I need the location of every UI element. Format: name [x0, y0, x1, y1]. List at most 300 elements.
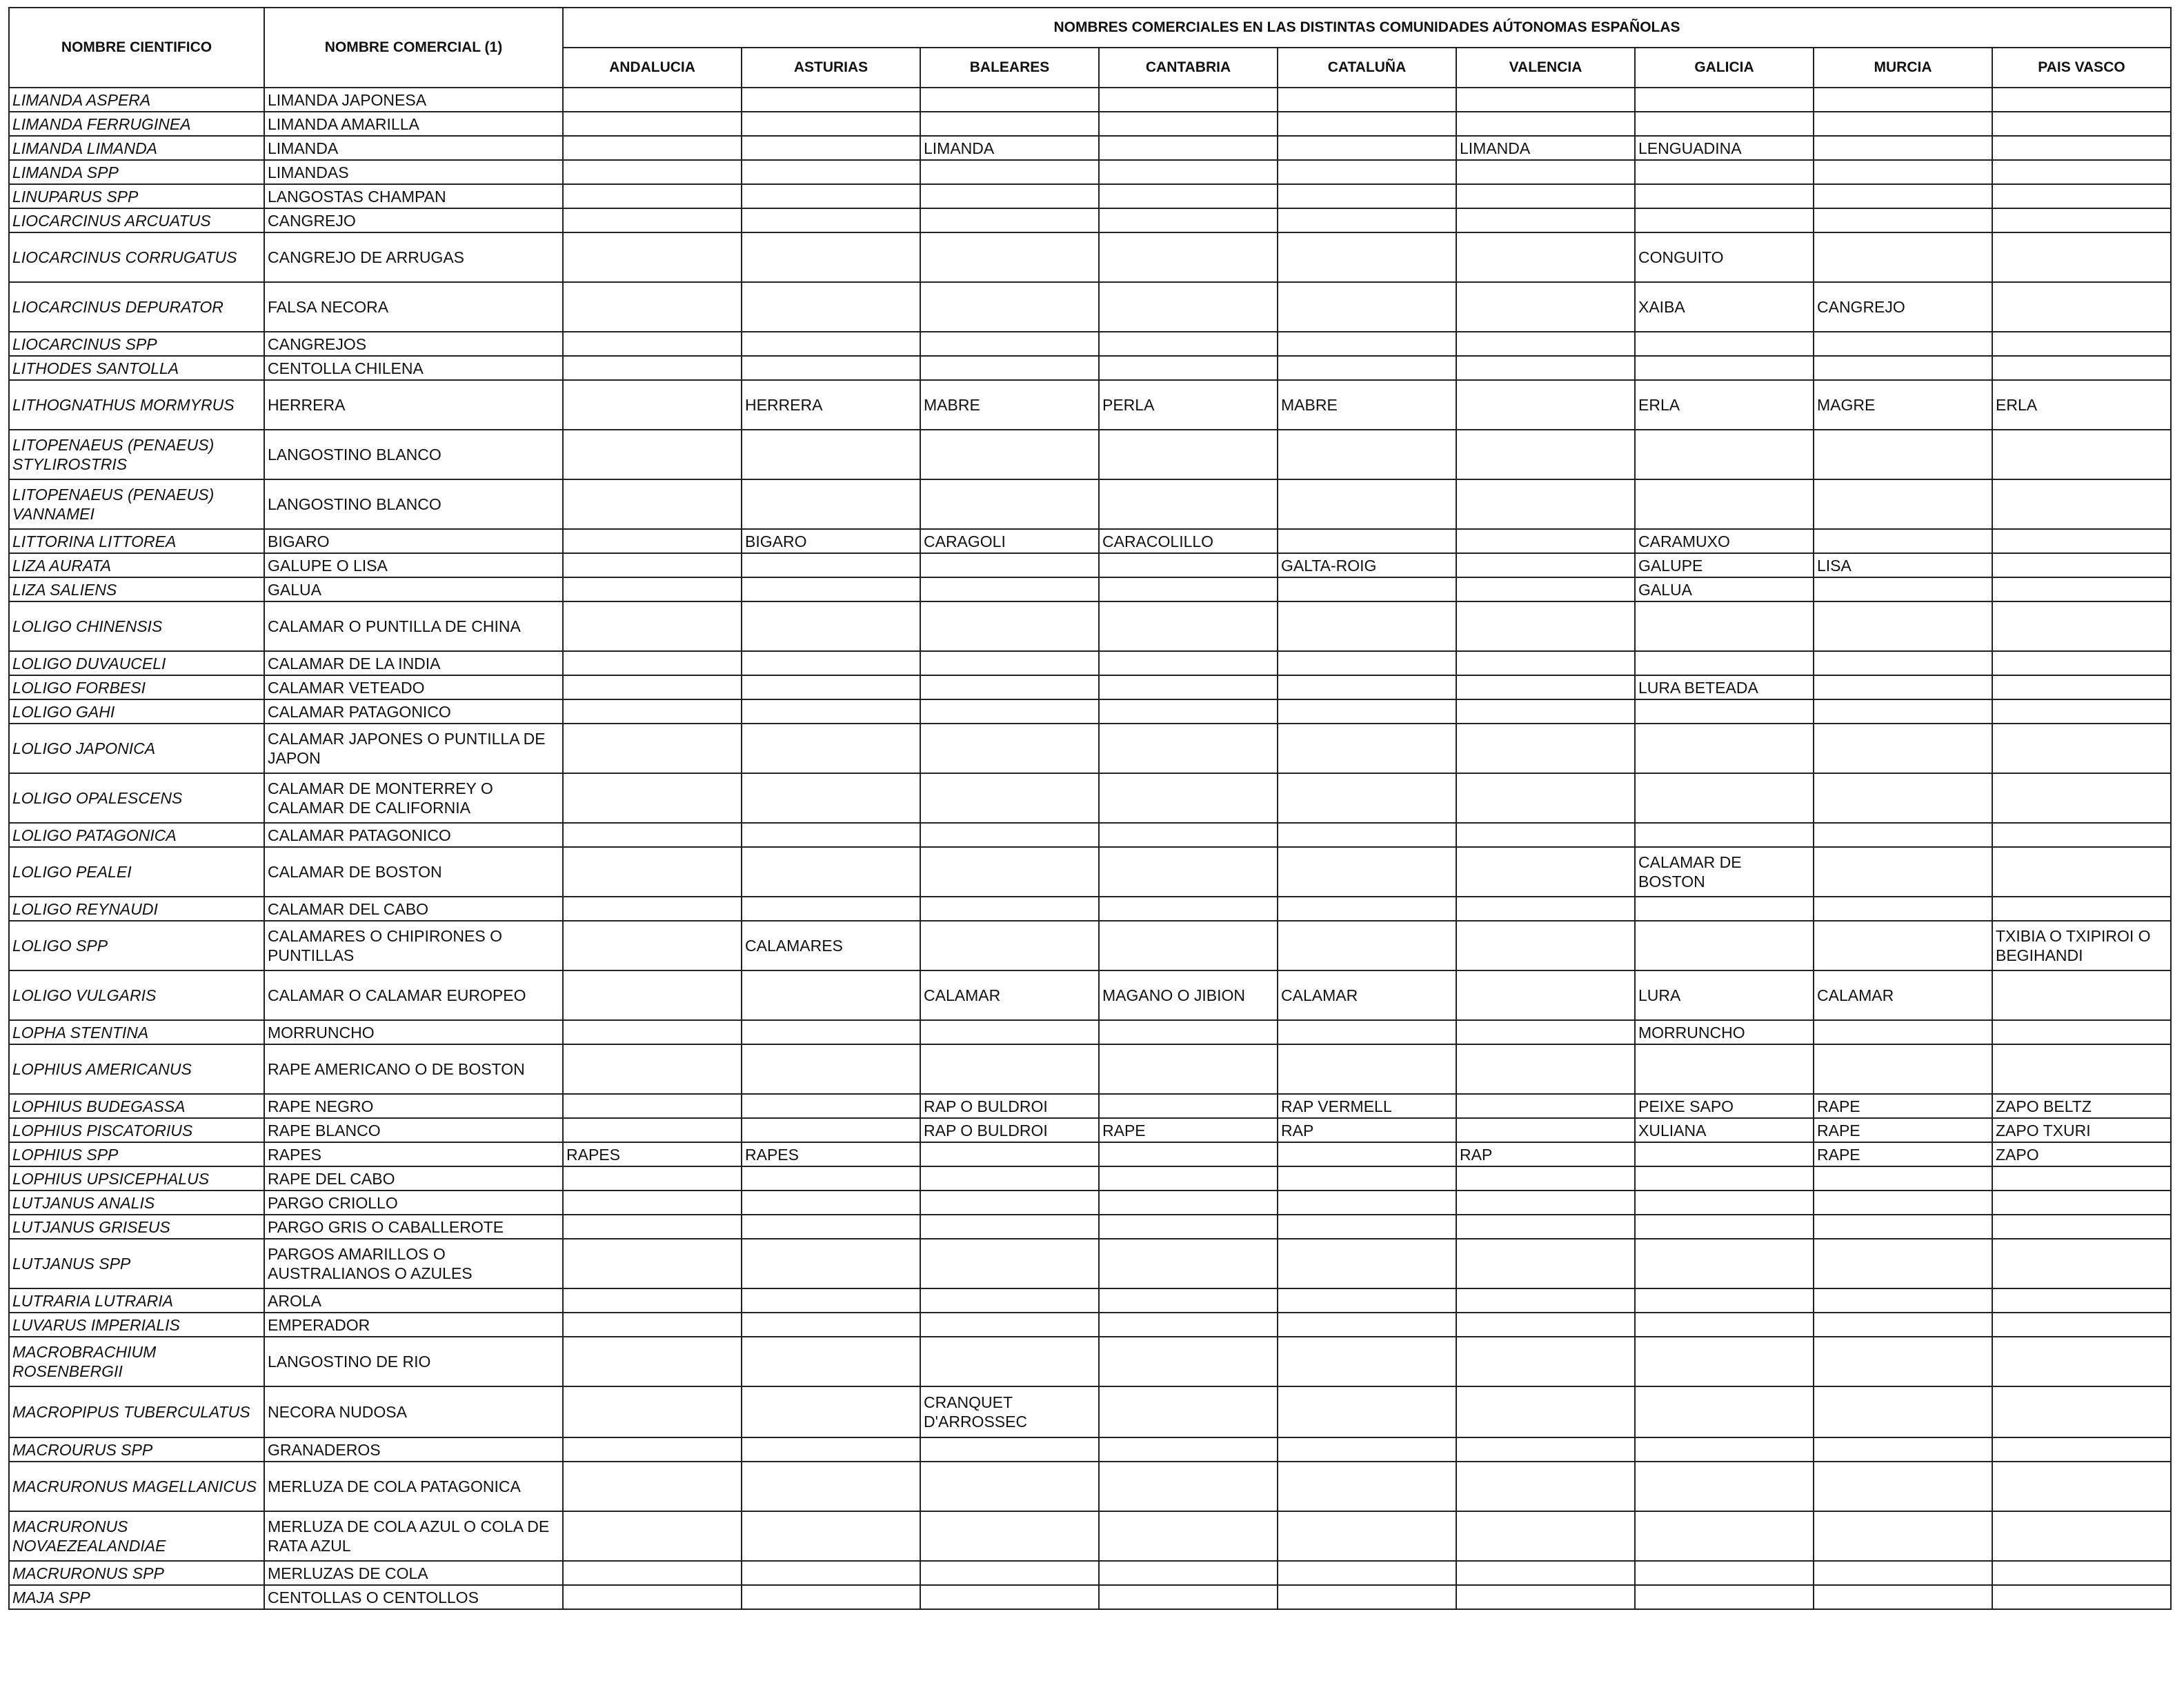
cataluna-cell	[1278, 430, 1456, 479]
pais-vasco-cell: ERLA	[1992, 380, 2171, 430]
scientific-name-cell: LOLIGO PATAGONICA	[9, 823, 264, 847]
galicia-cell: MORRUNCHO	[1635, 1020, 1814, 1044]
commercial-name-cell: LANGOSTINO DE RIO	[264, 1337, 563, 1386]
valencia-cell	[1456, 1166, 1635, 1191]
commercial-name-cell: CALAMAR PATAGONICO	[264, 699, 563, 724]
asturias-cell	[742, 160, 920, 184]
pais-vasco-cell	[1992, 1337, 2171, 1386]
andalucia-cell	[563, 208, 742, 232]
scientific-name-cell: LIZA SALIENS	[9, 577, 264, 601]
commercial-name-cell: CALAMAR VETEADO	[264, 675, 563, 699]
scientific-name-cell: MACROBRACHIUM ROSENBERGII	[9, 1337, 264, 1386]
asturias-cell	[742, 699, 920, 724]
galicia-cell	[1635, 430, 1814, 479]
valencia-cell	[1456, 380, 1635, 430]
table-row	[9, 332, 2171, 356]
header-region-baleares: BALEARES	[920, 48, 1099, 88]
table-row	[9, 1142, 2171, 1166]
table-row	[9, 430, 2171, 479]
asturias-cell	[742, 1094, 920, 1118]
valencia-cell	[1456, 1191, 1635, 1215]
cataluna-cell	[1278, 1166, 1456, 1191]
pais-vasco-cell	[1992, 1585, 2171, 1609]
scientific-name-cell: LUTJANUS GRISEUS	[9, 1215, 264, 1239]
cataluna-cell	[1278, 112, 1456, 136]
valencia-cell	[1456, 1118, 1635, 1142]
cantabria-cell	[1099, 773, 1278, 823]
galicia-cell	[1635, 921, 1814, 970]
cataluna-cell	[1278, 651, 1456, 675]
valencia-cell: LIMANDA	[1456, 136, 1635, 160]
murcia-cell	[1814, 1166, 1992, 1191]
commercial-name-cell: BIGARO	[264, 529, 563, 553]
cantabria-cell	[1099, 601, 1278, 651]
asturias-cell	[742, 136, 920, 160]
galicia-cell	[1635, 1462, 1814, 1511]
asturias-cell	[742, 553, 920, 577]
murcia-cell	[1814, 1044, 1992, 1094]
baleares-cell	[920, 675, 1099, 699]
galicia-cell	[1635, 332, 1814, 356]
cataluna-cell	[1278, 1585, 1456, 1609]
valencia-cell	[1456, 1437, 1635, 1462]
andalucia-cell	[563, 823, 742, 847]
galicia-cell	[1635, 1191, 1814, 1215]
murcia-cell	[1814, 1239, 1992, 1288]
andalucia-cell	[563, 921, 742, 970]
cantabria-cell	[1099, 1288, 1278, 1313]
baleares-cell	[920, 577, 1099, 601]
valencia-cell	[1456, 577, 1635, 601]
header-region-asturias: ASTURIAS	[742, 48, 920, 88]
baleares-cell	[920, 232, 1099, 282]
scientific-name-cell: LOLIGO JAPONICA	[9, 724, 264, 773]
murcia-cell	[1814, 577, 1992, 601]
scientific-name-cell: LITHODES SANTOLLA	[9, 356, 264, 380]
pais-vasco-cell	[1992, 88, 2171, 112]
valencia-cell	[1456, 1585, 1635, 1609]
scientific-name-cell: LUTJANUS SPP	[9, 1239, 264, 1288]
cataluna-cell	[1278, 88, 1456, 112]
andalucia-cell	[563, 577, 742, 601]
scientific-name-cell: LOPHA STENTINA	[9, 1020, 264, 1044]
murcia-cell: RAPE	[1814, 1094, 1992, 1118]
baleares-cell: RAP O BULDROI	[920, 1094, 1099, 1118]
andalucia-cell	[563, 380, 742, 430]
cantabria-cell	[1099, 1166, 1278, 1191]
murcia-cell	[1814, 1437, 1992, 1462]
andalucia-cell	[563, 356, 742, 380]
asturias-cell	[742, 847, 920, 897]
andalucia-cell	[563, 1386, 742, 1437]
baleares-cell	[920, 1142, 1099, 1166]
andalucia-cell	[563, 847, 742, 897]
table-row	[9, 1337, 2171, 1386]
table-row	[9, 847, 2171, 897]
valencia-cell: RAP	[1456, 1142, 1635, 1166]
cantabria-cell	[1099, 1215, 1278, 1239]
pais-vasco-cell	[1992, 232, 2171, 282]
galicia-cell	[1635, 1142, 1814, 1166]
cantabria-cell	[1099, 1239, 1278, 1288]
commercial-name-cell: GALUA	[264, 577, 563, 601]
asturias-cell	[742, 675, 920, 699]
murcia-cell	[1814, 1288, 1992, 1313]
asturias-cell	[742, 1044, 920, 1094]
scientific-name-cell: LOLIGO VULGARIS	[9, 970, 264, 1020]
asturias-cell	[742, 430, 920, 479]
commercial-name-cell: RAPE NEGRO	[264, 1094, 563, 1118]
valencia-cell	[1456, 1215, 1635, 1239]
galicia-cell	[1635, 823, 1814, 847]
pais-vasco-cell	[1992, 1288, 2171, 1313]
commercial-name-cell: CALAMAR DEL CABO	[264, 897, 563, 921]
murcia-cell	[1814, 479, 1992, 529]
table-row	[9, 112, 2171, 136]
species-names-table	[8, 7, 2172, 1610]
valencia-cell	[1456, 1386, 1635, 1437]
asturias-cell: CALAMARES	[742, 921, 920, 970]
asturias-cell	[742, 823, 920, 847]
baleares-cell	[920, 356, 1099, 380]
table-row	[9, 1288, 2171, 1313]
andalucia-cell	[563, 282, 742, 332]
cataluna-cell	[1278, 601, 1456, 651]
commercial-name-cell: EMPERADOR	[264, 1313, 563, 1337]
galicia-cell	[1635, 1215, 1814, 1239]
andalucia-cell	[563, 724, 742, 773]
cantabria-cell	[1099, 1437, 1278, 1462]
pais-vasco-cell	[1992, 773, 2171, 823]
pais-vasco-cell	[1992, 675, 2171, 699]
valencia-cell	[1456, 356, 1635, 380]
cantabria-cell	[1099, 136, 1278, 160]
galicia-cell: XULIANA	[1635, 1118, 1814, 1142]
table-row	[9, 675, 2171, 699]
table-row	[9, 1511, 2171, 1561]
galicia-cell	[1635, 897, 1814, 921]
cataluna-cell	[1278, 675, 1456, 699]
galicia-cell	[1635, 112, 1814, 136]
galicia-cell	[1635, 1044, 1814, 1094]
table-header	[9, 8, 2171, 88]
scientific-name-cell: LOPHIUS BUDEGASSA	[9, 1094, 264, 1118]
valencia-cell	[1456, 1313, 1635, 1337]
galicia-cell	[1635, 160, 1814, 184]
commercial-name-cell: CALAMAR O CALAMAR EUROPEO	[264, 970, 563, 1020]
galicia-cell	[1635, 208, 1814, 232]
table-row	[9, 601, 2171, 651]
andalucia-cell	[563, 1585, 742, 1609]
cataluna-cell	[1278, 1561, 1456, 1585]
table-row	[9, 1437, 2171, 1462]
table-row	[9, 529, 2171, 553]
valencia-cell	[1456, 847, 1635, 897]
galicia-cell	[1635, 88, 1814, 112]
table-row	[9, 1585, 2171, 1609]
cantabria-cell	[1099, 1386, 1278, 1437]
murcia-cell: MAGRE	[1814, 380, 1992, 430]
cataluna-cell	[1278, 823, 1456, 847]
table-row	[9, 699, 2171, 724]
baleares-cell	[920, 897, 1099, 921]
pais-vasco-cell	[1992, 724, 2171, 773]
baleares-cell	[920, 1437, 1099, 1462]
murcia-cell	[1814, 232, 1992, 282]
andalucia-cell	[563, 184, 742, 208]
table-row	[9, 724, 2171, 773]
cataluna-cell: RAP	[1278, 1118, 1456, 1142]
cataluna-cell	[1278, 282, 1456, 332]
commercial-name-cell: PARGO CRIOLLO	[264, 1191, 563, 1215]
murcia-cell	[1814, 724, 1992, 773]
andalucia-cell	[563, 1313, 742, 1337]
galicia-cell	[1635, 1561, 1814, 1585]
baleares-cell	[920, 160, 1099, 184]
andalucia-cell	[563, 651, 742, 675]
murcia-cell	[1814, 1462, 1992, 1511]
commercial-name-cell: CALAMAR JAPONES O PUNTILLA DE JAPON	[264, 724, 563, 773]
baleares-cell	[920, 1585, 1099, 1609]
scientific-name-cell: LOPHIUS SPP	[9, 1142, 264, 1166]
table-row	[9, 88, 2171, 112]
galicia-cell: XAIBA	[1635, 282, 1814, 332]
murcia-cell	[1814, 651, 1992, 675]
cataluna-cell	[1278, 1437, 1456, 1462]
valencia-cell	[1456, 1094, 1635, 1118]
pais-vasco-cell	[1992, 970, 2171, 1020]
cataluna-cell: RAP VERMELL	[1278, 1094, 1456, 1118]
baleares-cell	[920, 699, 1099, 724]
cantabria-cell	[1099, 921, 1278, 970]
pais-vasco-cell: ZAPO	[1992, 1142, 2171, 1166]
scientific-name-cell: LIOCARCINUS DEPURATOR	[9, 282, 264, 332]
commercial-name-cell: MERLUZAS DE COLA	[264, 1561, 563, 1585]
pais-vasco-cell	[1992, 847, 2171, 897]
andalucia-cell	[563, 1511, 742, 1561]
valencia-cell	[1456, 1561, 1635, 1585]
table-row	[9, 970, 2171, 1020]
asturias-cell: BIGARO	[742, 529, 920, 553]
cantabria-cell	[1099, 332, 1278, 356]
baleares-cell	[920, 208, 1099, 232]
valencia-cell	[1456, 332, 1635, 356]
table-row	[9, 1462, 2171, 1511]
murcia-cell: RAPE	[1814, 1142, 1992, 1166]
cantabria-cell	[1099, 232, 1278, 282]
scientific-name-cell: LIMANDA FERRUGINEA	[9, 112, 264, 136]
valencia-cell	[1456, 430, 1635, 479]
andalucia-cell	[563, 136, 742, 160]
cataluna-cell	[1278, 1337, 1456, 1386]
baleares-cell	[920, 1462, 1099, 1511]
pais-vasco-cell	[1992, 897, 2171, 921]
valencia-cell	[1456, 1511, 1635, 1561]
andalucia-cell	[563, 1215, 742, 1239]
cantabria-cell	[1099, 1337, 1278, 1386]
cataluna-cell	[1278, 356, 1456, 380]
andalucia-cell	[563, 1462, 742, 1511]
murcia-cell: LISA	[1814, 553, 1992, 577]
murcia-cell	[1814, 675, 1992, 699]
valencia-cell	[1456, 479, 1635, 529]
commercial-name-cell: LIMANDA	[264, 136, 563, 160]
asturias-cell	[742, 184, 920, 208]
pais-vasco-cell	[1992, 160, 2171, 184]
cataluna-cell	[1278, 921, 1456, 970]
galicia-cell: GALUA	[1635, 577, 1814, 601]
murcia-cell: RAPE	[1814, 1118, 1992, 1142]
galicia-cell: LENGUADINA	[1635, 136, 1814, 160]
header-commercial-name: NOMBRE COMERCIAL (1)	[264, 8, 563, 88]
cataluna-cell: CALAMAR	[1278, 970, 1456, 1020]
pais-vasco-cell	[1992, 1044, 2171, 1094]
cantabria-cell	[1099, 1020, 1278, 1044]
cantabria-cell	[1099, 675, 1278, 699]
baleares-cell: RAP O BULDROI	[920, 1118, 1099, 1142]
pais-vasco-cell	[1992, 282, 2171, 332]
andalucia-cell	[563, 332, 742, 356]
asturias-cell	[742, 1585, 920, 1609]
table-row	[9, 773, 2171, 823]
galicia-cell	[1635, 724, 1814, 773]
valencia-cell	[1456, 699, 1635, 724]
andalucia-cell	[563, 773, 742, 823]
baleares-cell	[920, 651, 1099, 675]
cantabria-cell	[1099, 356, 1278, 380]
cataluna-cell	[1278, 897, 1456, 921]
andalucia-cell: RAPES	[563, 1142, 742, 1166]
cantabria-cell	[1099, 1561, 1278, 1585]
cataluna-cell	[1278, 1191, 1456, 1215]
baleares-cell	[920, 1215, 1099, 1239]
valencia-cell	[1456, 184, 1635, 208]
commercial-name-cell: MERLUZA DE COLA PATAGONICA	[264, 1462, 563, 1511]
murcia-cell	[1814, 773, 1992, 823]
commercial-name-cell: PARGO GRIS O CABALLEROTE	[264, 1215, 563, 1239]
cantabria-cell	[1099, 577, 1278, 601]
table-row	[9, 208, 2171, 232]
pais-vasco-cell	[1992, 208, 2171, 232]
asturias-cell	[742, 1166, 920, 1191]
andalucia-cell	[563, 112, 742, 136]
scientific-name-cell: LIMANDA SPP	[9, 160, 264, 184]
table-row	[9, 356, 2171, 380]
pais-vasco-cell	[1992, 136, 2171, 160]
scientific-name-cell: LIOCARCINUS CORRUGATUS	[9, 232, 264, 282]
valencia-cell	[1456, 1337, 1635, 1386]
baleares-cell: CARAGOLI	[920, 529, 1099, 553]
pais-vasco-cell	[1992, 1561, 2171, 1585]
andalucia-cell	[563, 1044, 742, 1094]
table-row	[9, 577, 2171, 601]
pais-vasco-cell	[1992, 823, 2171, 847]
murcia-cell	[1814, 1313, 1992, 1337]
table-row	[9, 897, 2171, 921]
murcia-cell	[1814, 136, 1992, 160]
murcia-cell	[1814, 1215, 1992, 1239]
cataluna-cell	[1278, 1020, 1456, 1044]
scientific-name-cell: LOLIGO SPP	[9, 921, 264, 970]
commercial-name-cell: RAPE AMERICANO O DE BOSTON	[264, 1044, 563, 1094]
murcia-cell	[1814, 897, 1992, 921]
murcia-cell	[1814, 208, 1992, 232]
cataluna-cell	[1278, 160, 1456, 184]
galicia-cell: LURA	[1635, 970, 1814, 1020]
scientific-name-cell: MACROPIPUS TUBERCULATUS	[9, 1386, 264, 1437]
murcia-cell	[1814, 332, 1992, 356]
commercial-name-cell: MERLUZA DE COLA AZUL O COLA DE RATA AZUL	[264, 1511, 563, 1561]
cataluna-cell	[1278, 1142, 1456, 1166]
baleares-cell: MABRE	[920, 380, 1099, 430]
cataluna-cell	[1278, 847, 1456, 897]
cataluna-cell	[1278, 1386, 1456, 1437]
cantabria-cell: MAGANO O JIBION	[1099, 970, 1278, 1020]
valencia-cell	[1456, 529, 1635, 553]
commercial-name-cell: CANGREJO	[264, 208, 563, 232]
asturias-cell	[742, 651, 920, 675]
valencia-cell	[1456, 601, 1635, 651]
valencia-cell	[1456, 921, 1635, 970]
galicia-cell	[1635, 601, 1814, 651]
murcia-cell	[1814, 160, 1992, 184]
commercial-name-cell: CENTOLLA CHILENA	[264, 356, 563, 380]
andalucia-cell	[563, 232, 742, 282]
commercial-name-cell: RAPE DEL CABO	[264, 1166, 563, 1191]
galicia-cell	[1635, 1437, 1814, 1462]
galicia-cell: LURA BETEADA	[1635, 675, 1814, 699]
asturias-cell	[742, 88, 920, 112]
murcia-cell	[1814, 112, 1992, 136]
pais-vasco-cell	[1992, 1462, 2171, 1511]
scientific-name-cell: LOLIGO DUVAUCELI	[9, 651, 264, 675]
commercial-name-cell: CALAMARES O CHIPIRONES O PUNTILLAS	[264, 921, 563, 970]
scientific-name-cell: LITOPENAEUS (PENAEUS) VANNAMEI	[9, 479, 264, 529]
pais-vasco-cell	[1992, 1511, 2171, 1561]
baleares-cell	[920, 1337, 1099, 1386]
cantabria-cell: PERLA	[1099, 380, 1278, 430]
andalucia-cell	[563, 970, 742, 1020]
murcia-cell	[1814, 529, 1992, 553]
valencia-cell	[1456, 1462, 1635, 1511]
murcia-cell	[1814, 1511, 1992, 1561]
commercial-name-cell: RAPE BLANCO	[264, 1118, 563, 1142]
asturias-cell	[742, 1191, 920, 1215]
murcia-cell	[1814, 823, 1992, 847]
header-region-murcia: MURCIA	[1814, 48, 1992, 88]
scientific-name-cell: LOLIGO OPALESCENS	[9, 773, 264, 823]
baleares-cell	[920, 847, 1099, 897]
cataluna-cell	[1278, 1462, 1456, 1511]
cataluna-cell	[1278, 479, 1456, 529]
scientific-name-cell: LOPHIUS UPSICEPHALUS	[9, 1166, 264, 1191]
galicia-cell: PEIXE SAPO	[1635, 1094, 1814, 1118]
murcia-cell	[1814, 430, 1992, 479]
cataluna-cell	[1278, 1215, 1456, 1239]
asturias-cell	[742, 897, 920, 921]
cantabria-cell	[1099, 160, 1278, 184]
commercial-name-cell: AROLA	[264, 1288, 563, 1313]
asturias-cell	[742, 1561, 920, 1585]
pais-vasco-cell: ZAPO BELTZ	[1992, 1094, 2171, 1118]
andalucia-cell	[563, 1561, 742, 1585]
galicia-cell: GALUPE	[1635, 553, 1814, 577]
pais-vasco-cell	[1992, 699, 2171, 724]
cantabria-cell	[1099, 1142, 1278, 1166]
cantabria-cell	[1099, 1044, 1278, 1094]
pais-vasco-cell: TXIBIA O TXIPIROI O BEGIHANDI	[1992, 921, 2171, 970]
pais-vasco-cell	[1992, 1020, 2171, 1044]
